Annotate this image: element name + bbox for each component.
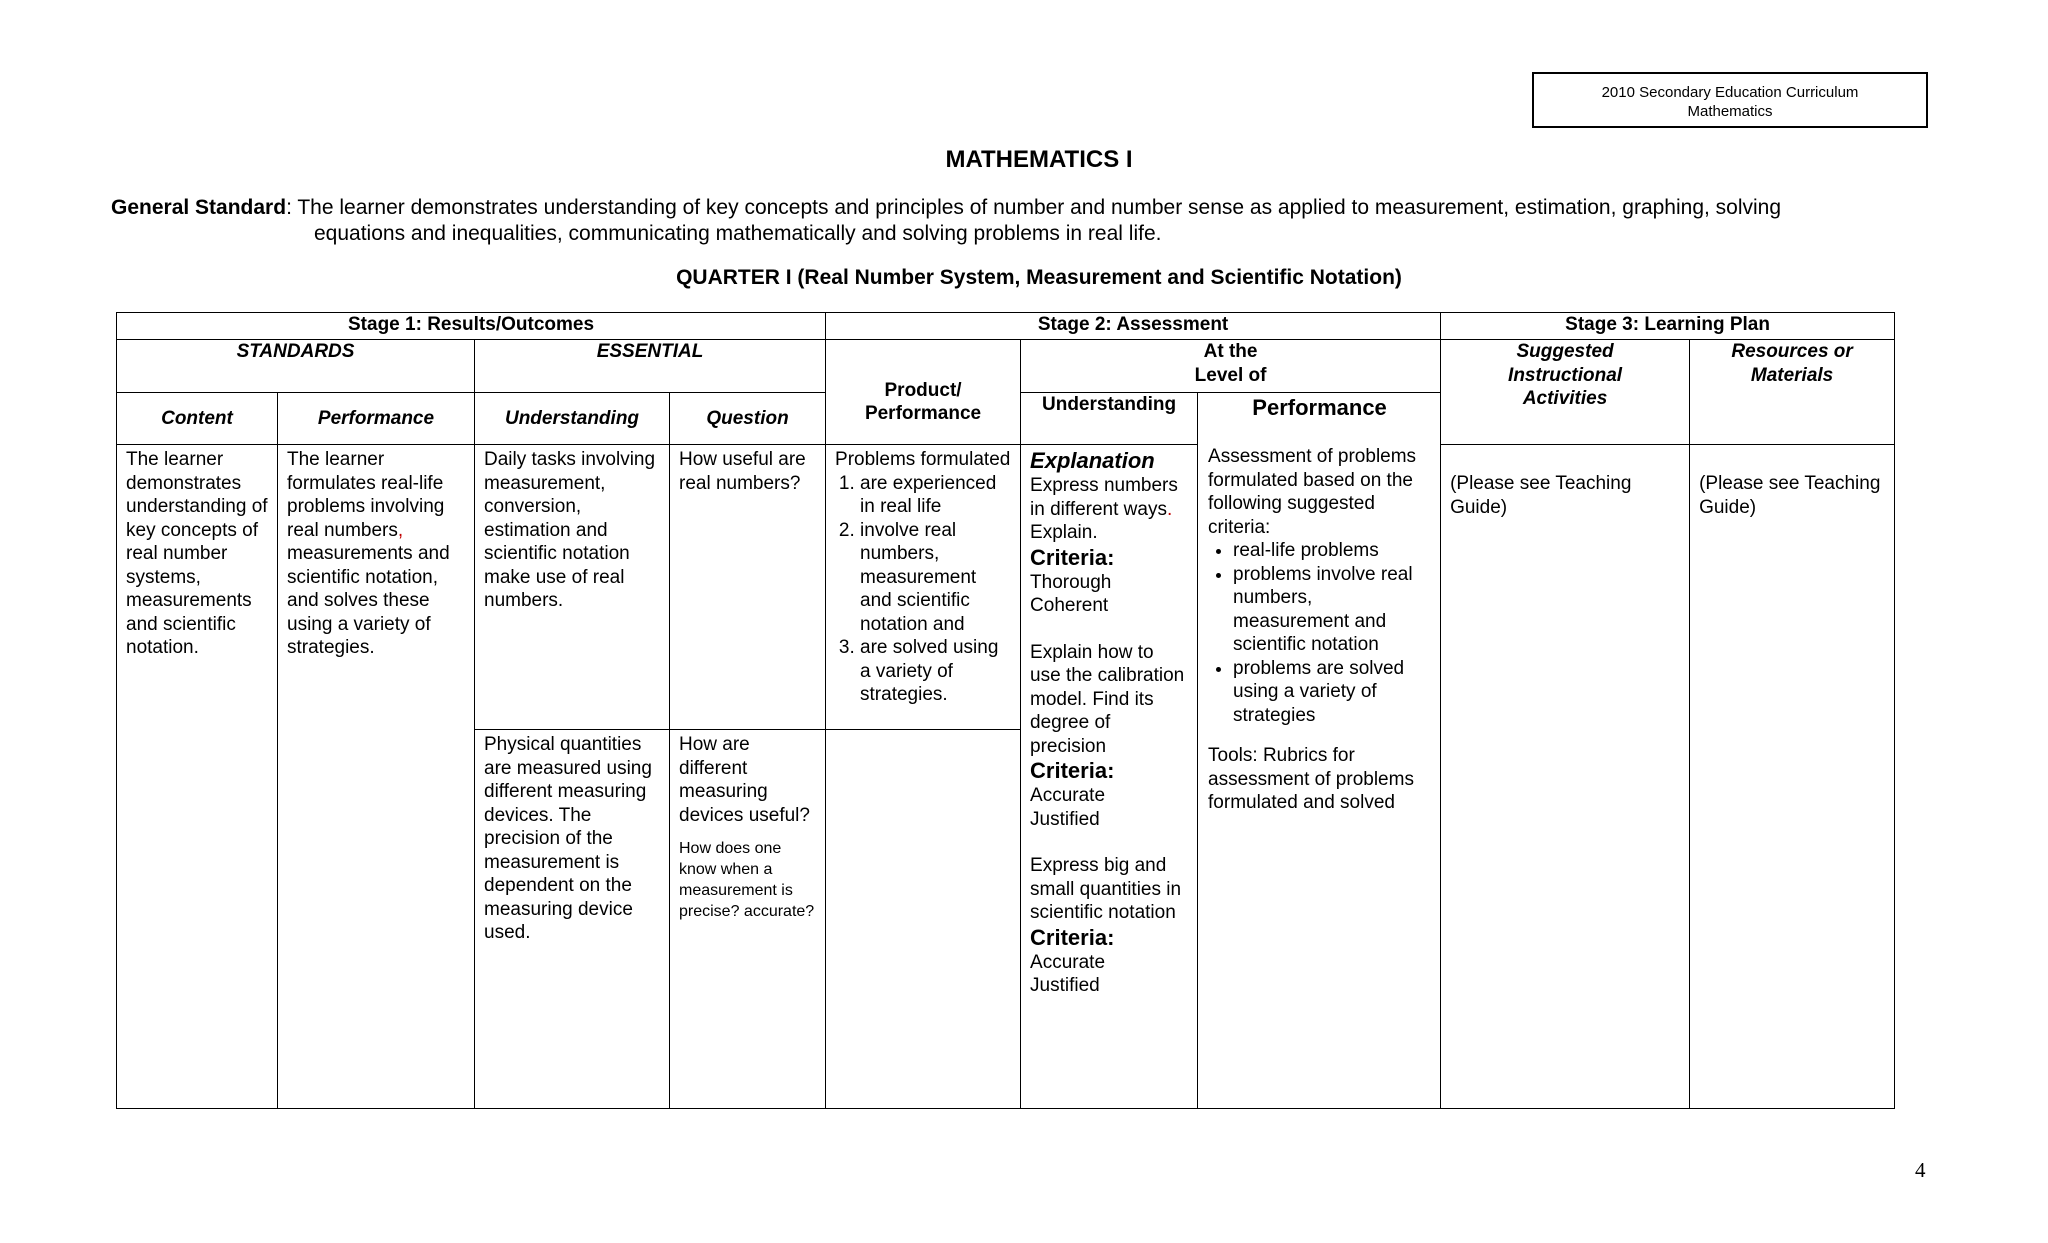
general-standard-text-1: : The learner demonstrates understanding of key concepts and principles of number and number sense as applied to measurement, estimation, graphing, solving [286, 196, 1782, 219]
perf-assess-item: • real-life problems [1233, 539, 1431, 563]
header-line-2: Mathematics [1687, 103, 1773, 120]
criteria-label-2: Criteria: [1030, 758, 1115, 783]
suggested-activities-header [1441, 340, 1690, 445]
curriculum-table [116, 312, 1895, 1109]
at-the-label: At the [1203, 341, 1258, 362]
criteria-label-3: Criteria: [1030, 924, 1115, 950]
understanding-cell-2: Physical quantities are measured using different measuring devices. The precision of the measurement is dependent on the measuring device used. [475, 730, 670, 1109]
explanation-text-1b: Explain. [1030, 522, 1098, 543]
page-title: MATHEMATICS I [945, 146, 1133, 173]
criteria-3a: Accurate [1030, 951, 1106, 973]
question-header: Question [670, 393, 826, 445]
criteria-2b: Justified [1030, 808, 1100, 830]
resources-line-1: Resources or [1731, 341, 1853, 362]
suggested-line-2: Instructional [1508, 364, 1623, 386]
general-standard-label: General Standard [111, 196, 287, 219]
explanation-text-2a: Explain how to use the calibration model [1030, 641, 1185, 710]
product-list [835, 472, 1011, 707]
suggested-line-1: Suggested [1516, 341, 1614, 362]
product-cell-2-empty [826, 730, 1021, 1109]
product-item: 1. are experienced in real life [860, 472, 1011, 519]
criteria-1a: Thorough [1030, 571, 1112, 593]
general-standard-text-2: equations and inequalities, communicating mathematically and solving problems in real life. [314, 222, 1162, 245]
perf-assess-item: • problems involve real numbers, measurement and scientific notation [1233, 563, 1431, 657]
perf-assess-item: • problems are solved using a variety of strategies [1233, 657, 1431, 728]
standards-header: STANDARDS [117, 340, 475, 393]
header-line-1: 2010 Secondary Education Curriculum [1601, 84, 1859, 101]
criteria-1b: Coherent [1030, 595, 1109, 616]
resources-cell: (Please see Teaching Guide) [1690, 445, 1895, 1109]
stage1-header: Stage 1: Results/Outcomes [117, 313, 826, 340]
explanation-dot: . [1166, 498, 1173, 520]
product-item: 3. are solved using a variety of strategies. [860, 636, 1011, 707]
content-header: Content [117, 393, 278, 445]
question-cell-1: How useful are real numbers? [670, 445, 826, 730]
content-cell: The learner demonstrates understanding of key concepts of real number systems, measurements and scientific notation. [117, 445, 278, 1109]
resources-header [1690, 340, 1895, 445]
understanding-cell-1: Daily tasks involving measurement, conversion, estimation and scientific notation make use of real numbers. [475, 445, 670, 730]
criteria-2a: Accurate [1030, 785, 1106, 806]
curriculum-header-box [1532, 72, 1928, 128]
explanation-title: Explanation [1030, 448, 1155, 473]
performance-comma: , [397, 519, 404, 541]
performance-text-b: measurements and scientific notation, and solves these using a variety of strategies. [287, 543, 450, 658]
stage2-header: Stage 2: Assessment [826, 313, 1441, 340]
suggested-activities-cell: (Please see Teaching Guide) [1441, 445, 1690, 1109]
page-number: 4 [1915, 1158, 1926, 1182]
question-2a: How are different measuring devices useful? [679, 734, 810, 826]
essential-header: ESSENTIAL [475, 340, 826, 393]
product-item: 2. involve real numbers, measurement and scientific notation and [860, 519, 1011, 637]
quarter-heading: QUARTER I (Real Number System, Measurement and Scientific Notation) [676, 266, 1402, 289]
explanation-text-2 [1030, 641, 1188, 759]
level-performance-column [1198, 393, 1441, 1109]
understanding-header: Understanding [475, 393, 670, 445]
performance-text-a: The learner formulates real-life problems involving real numbers [287, 449, 445, 541]
suggested-line-3: Activities [1522, 388, 1608, 409]
product-cell [826, 445, 1021, 730]
stage3-header: Stage 3: Learning Plan [1441, 313, 1895, 340]
resources-line-2: Materials [1750, 364, 1834, 386]
level-understanding-header: Understanding [1021, 393, 1198, 445]
product-header-line-1: Product/ [884, 379, 962, 401]
performance-cell [278, 445, 475, 1109]
explanation-text-1 [1030, 474, 1188, 545]
explanation-dot-2: . [1081, 688, 1088, 710]
performance-header: Performance [278, 393, 475, 445]
criteria-3b: Justified [1030, 975, 1100, 996]
explanation-text-3: Express big and small quantities in scientific notation [1030, 855, 1182, 923]
product-header-line-2: Performance [864, 403, 982, 424]
criteria-label-1: Criteria: [1030, 544, 1115, 570]
level-of-label: Level of [1194, 364, 1267, 386]
explanation-text-1a: Express numbers in different ways [1030, 475, 1178, 520]
tools-text: Tools: Rubrics for assessment of problems formulated and solved [1208, 745, 1414, 813]
product-performance-header [826, 340, 1021, 445]
general-standard [111, 195, 1926, 247]
perf-assess-list [1208, 539, 1431, 727]
level-of-header [1021, 340, 1441, 393]
explanation-text-2b: Find its degree of precision [1030, 688, 1154, 757]
question-2b: How does one know when a measurement is precise? accurate? [679, 840, 815, 920]
question-cell-2 [670, 730, 826, 1109]
perf-assess-intro: Assessment of problems formulated based on the following suggested criteria: [1208, 446, 1417, 538]
understanding-assessment-cell [1021, 445, 1198, 1109]
level-performance-header: Performance [1252, 395, 1387, 420]
product-intro: Problems formulated [835, 449, 1011, 470]
